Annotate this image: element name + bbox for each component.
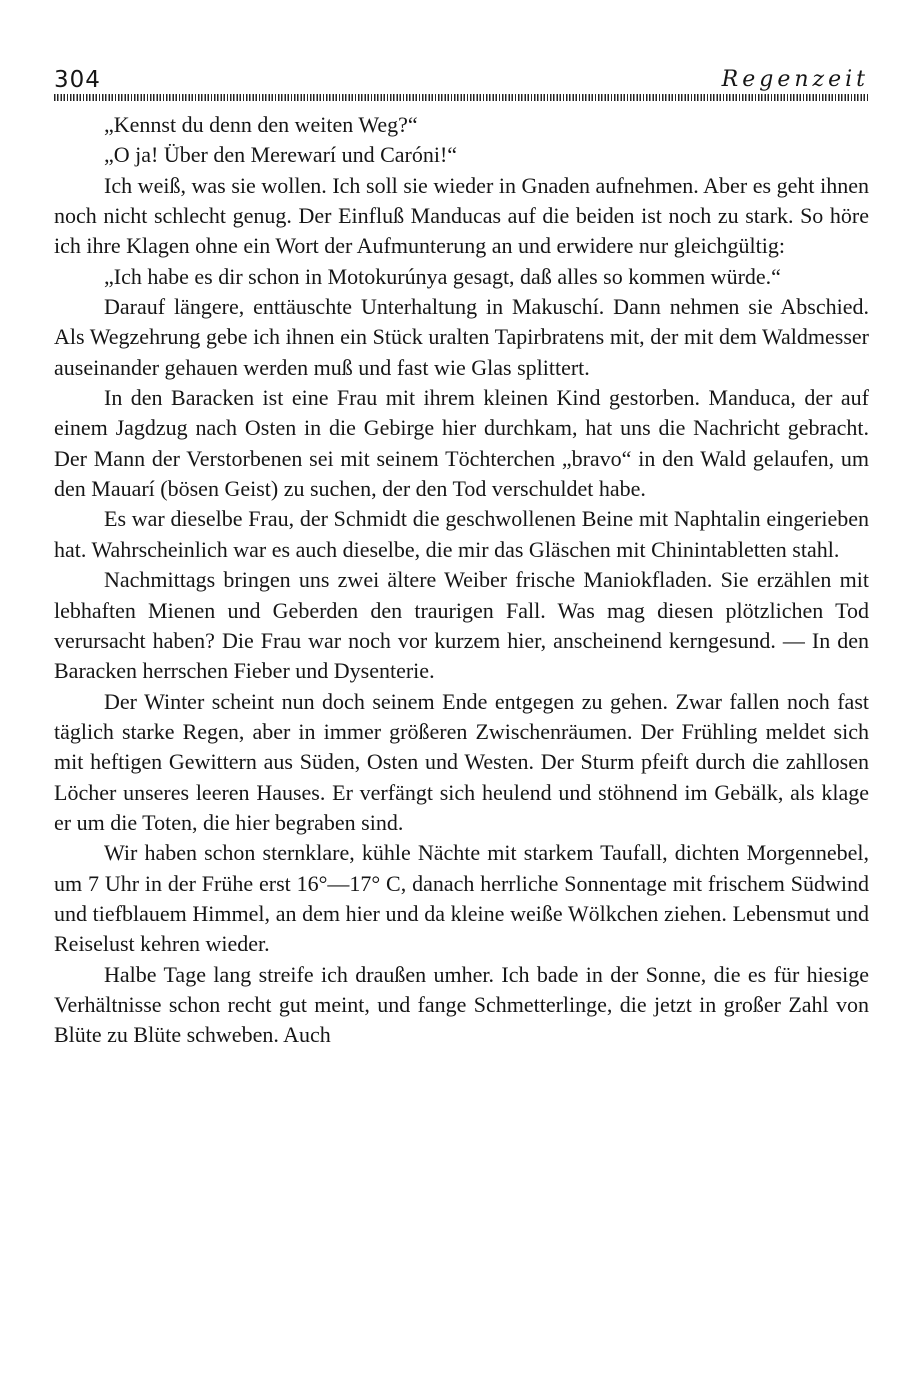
body-text xyxy=(54,110,869,1051)
paragraph: Es war dieselbe Frau, der Schmidt die geschwollenen Beine mit Naphtalin eingerieben hat. Wahrscheinlich war es auch dieselbe, die mir das Gläschen mit Chinintabletten stahl. xyxy=(54,506,869,562)
paragraph: „O ja! Über den Merewarí und Caróni!“ xyxy=(104,142,458,168)
paragraph: „Kennst du denn den weiten Weg?“ xyxy=(104,112,418,137)
paragraph: In den Baracken ist eine Frau mit ihrem kleinen Kind gestorben. Manduca, der auf einem Jagdzug nach Osten in die Gebirge hier durchkam, hat uns die Nachricht gebracht. Der Mann der Verstorbenen sei mit seinem Töchterchen „bravo“ in den Wald gelaufen, um den Mauarí (bösen Geist) zu suchen, der den Tod verschuldet habe. xyxy=(54,385,869,502)
page-header xyxy=(54,66,869,96)
book-page xyxy=(54,66,869,1051)
paragraph: Ich weiß, was sie wollen. Ich soll sie wieder in Gnaden aufnehmen. Aber es geht ihnen noch nicht schlecht genug. Der Einfluß Manducas auf die beiden ist noch zu stark. So höre ich ihre Klagen ohne ein Wort der Aufmunterung an und erwidere nur gleichgültig: xyxy=(54,172,869,259)
paragraph: Wir haben schon sternklare, kühle Nächte mit starkem Taufall, dichten Morgennebel, um 7 Uhr in der Frühe erst 16°—17° C, danach herrliche Sonnentage mit frischem Südwind und tiefblauem Himmel, an dem hier und da kleine weiße Wölkchen ziehen. Lebensmut und Reiselust kehren wieder. xyxy=(54,840,869,957)
page-number: 304 xyxy=(54,67,101,93)
paragraph: Darauf längere, enttäuschte Unterhaltung in Makuschí. Dann nehmen sie Abschied. Als Wegzehrung gebe ich ihnen ein Stück uralten Tapirbratens mit, der mit dem Waldmesser auseinander gehauen werden muß und fast wie Glas splittert. xyxy=(54,294,869,380)
paragraph: „Ich habe es dir schon in Motokurúnya gesagt, daß alles so kommen würde.“ xyxy=(104,263,781,289)
paragraph: Halbe Tage lang streife ich draußen umher. Ich bade in der Sonne, die es für hiesige Verhältnisse schon recht gut meint, und fange Schmetterlinge, die jetzt in großer Zahl von Blüte zu Blüte schweben. Auch xyxy=(54,961,869,1048)
paragraph: Nachmittags bringen uns zwei ältere Weiber frische Maniokfladen. Sie erzählen mit lebhaften Mienen und Geberden den traurigen Fall. Was mag diesen plötzlichen Tod verursacht haben? Die Frau war noch vor kurzem hier, anscheinend kerngesund. — In den Baracken herrschen Fieber und Dysenterie. xyxy=(54,567,869,684)
header-rule xyxy=(54,94,869,101)
running-title: Regenzeit xyxy=(721,67,869,92)
paragraph: Der Winter scheint nun doch seinem Ende entgegen zu gehen. Zwar fallen noch fast täglich starke Regen, aber in immer größeren Zwischenräumen. Der Frühling meldet sich mit heftigen Gewittern aus Süden, Osten und Westen. Der Sturm pfeift durch die zahllosen Löcher unseres leeren Hauses. Er verfängt sich heulend und stöhnend im Gebälk, als klage er um die Toten, die hier begraben sind. xyxy=(54,688,869,835)
